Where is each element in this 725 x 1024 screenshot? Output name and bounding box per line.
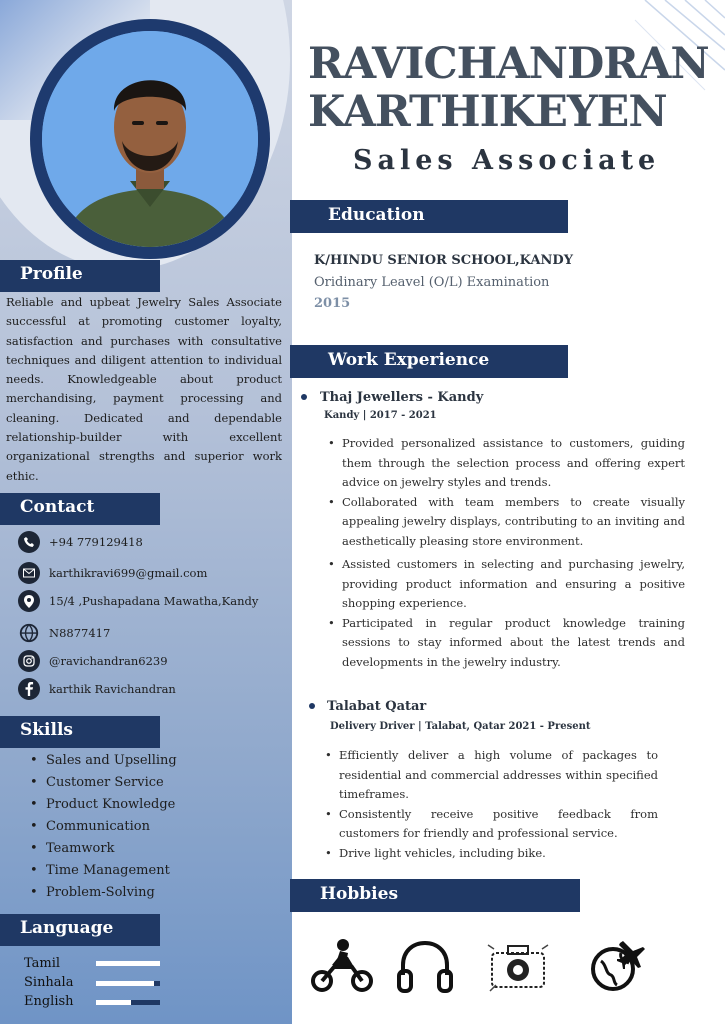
travel-globe-plane-icon <box>583 935 647 999</box>
phone-icon <box>18 531 40 553</box>
school-name: K/HINDU SENIOR SCHOOL,KANDY <box>314 253 573 268</box>
name-line-last: KARTHIKEYEN <box>308 87 667 137</box>
language-level-fill <box>96 981 154 986</box>
job-duty-item: • Participated in regular product knowledge training sessions to stay informed about the latest trends and developments in the jewelry industry. <box>328 614 685 673</box>
email-icon <box>18 562 40 584</box>
contact-phone[interactable] <box>18 530 143 554</box>
location-icon <box>18 590 40 612</box>
skill-item: • Customer Service <box>30 772 177 794</box>
job-bullet-dot <box>301 394 307 400</box>
motorbike-riding-icon <box>310 935 374 999</box>
skill-item: • Time Management <box>30 860 177 882</box>
instagram-icon <box>18 650 40 672</box>
job-title: Sales Associate <box>353 145 661 176</box>
person-portrait-icon <box>42 31 258 247</box>
skill-item: • Communication <box>30 816 177 838</box>
name-line-first: RAVICHANDRAN <box>308 39 709 89</box>
contact-address <box>18 589 258 613</box>
language-bar-sinhala <box>96 981 160 986</box>
job-meta-talabat: Delivery Driver | Talabat, Qatar 2021 - Present <box>330 721 591 732</box>
candidate-name <box>308 40 718 136</box>
job-duty-item: • Consistently receive positive feedback from customers for friendly and professional service. <box>325 805 658 844</box>
language-bar-tamil <box>96 961 160 966</box>
language-tamil: Tamil <box>24 956 61 971</box>
facebook-name: karthik Ravichandran <box>49 682 176 696</box>
sidebar <box>0 0 292 1024</box>
work-experience-heading: Work Experience <box>290 345 568 378</box>
contact-id <box>18 621 110 645</box>
profile-photo-frame <box>30 19 270 259</box>
language-level-fill <box>96 961 160 966</box>
job-duty-item: • Drive light vehicles, including bike. <box>325 844 658 864</box>
id-number: N8877417 <box>49 626 111 640</box>
language-heading: Language <box>0 914 160 946</box>
job-duties-thaj <box>328 434 685 672</box>
skill-item: • Teamwork <box>30 838 177 860</box>
contact-facebook[interactable] <box>18 677 176 701</box>
skill-item: • Problem-Solving <box>30 882 177 904</box>
exam-name: Oridinary Leavel (O/L) Examination <box>314 275 550 290</box>
contact-email[interactable] <box>18 561 207 585</box>
skills-list <box>30 750 177 904</box>
job-duties-talabat <box>325 746 658 863</box>
phone-number: +94 779129418 <box>49 535 143 549</box>
education-heading: Education <box>290 200 568 233</box>
address-text: 15/4 ,Pushapadana Mawatha,Kandy <box>49 594 259 608</box>
education-year: 2015 <box>314 296 351 311</box>
profile-photo <box>42 31 258 247</box>
job-duty-item: • Assisted customers in selecting and purchasing jewelry, providing product information and ensuring a positive shopping experience. <box>328 555 685 614</box>
language-sinhala: Sinhala <box>24 975 74 990</box>
language-english: English <box>24 994 74 1009</box>
email-address: karthikravi699@gmail.com <box>49 566 208 580</box>
language-level-fill <box>96 1000 131 1005</box>
skill-item: • Product Knowledge <box>30 794 177 816</box>
skill-item: • Sales and Upselling <box>30 750 177 772</box>
job-title-thaj: Thaj Jewellers - Kandy <box>320 390 484 405</box>
profile-heading: Profile <box>0 260 160 292</box>
contact-heading: Contact <box>0 493 160 525</box>
profile-summary: Reliable and upbeat Jewelry Sales Associate successful at promoting customer loyalty, satisfaction and purchases with consultative techniques and diligent attention to individual needs. Knowledgeable about product merchandising, payment processing and cleaning. Dedicated and dependable relationship-builder with excellent organizational strengths and superior work ethic. <box>6 295 282 483</box>
job-duty-item: • Collaborated with team members to create visually appealing jewelry displays, contributing to an inviting and aesthetically pleasing store environment. <box>328 493 685 552</box>
hobbies-heading: Hobbies <box>290 879 580 912</box>
skills-heading: Skills <box>0 716 160 748</box>
job-title-talabat: Talabat Qatar <box>327 699 427 714</box>
globe-id-icon <box>18 622 40 644</box>
job-duty-item: • Efficiently deliver a high volume of packages to residential and commercial addresses within specified timeframes. <box>325 746 658 805</box>
photography-camera-icon <box>486 935 550 999</box>
facebook-icon <box>18 678 40 700</box>
job-duty-item: • Provided personalized assistance to customers, guiding them through the selection process and offering expert advice on jewelry styles and trends. <box>328 434 685 493</box>
job-meta-thaj: Kandy | 2017 - 2021 <box>324 410 437 421</box>
instagram-handle: @ravichandran6239 <box>49 654 168 668</box>
language-bar-english <box>96 1000 160 1005</box>
job-bullet-dot <box>309 703 315 709</box>
contact-instagram[interactable] <box>18 649 168 673</box>
headphones-music-icon <box>393 935 457 999</box>
